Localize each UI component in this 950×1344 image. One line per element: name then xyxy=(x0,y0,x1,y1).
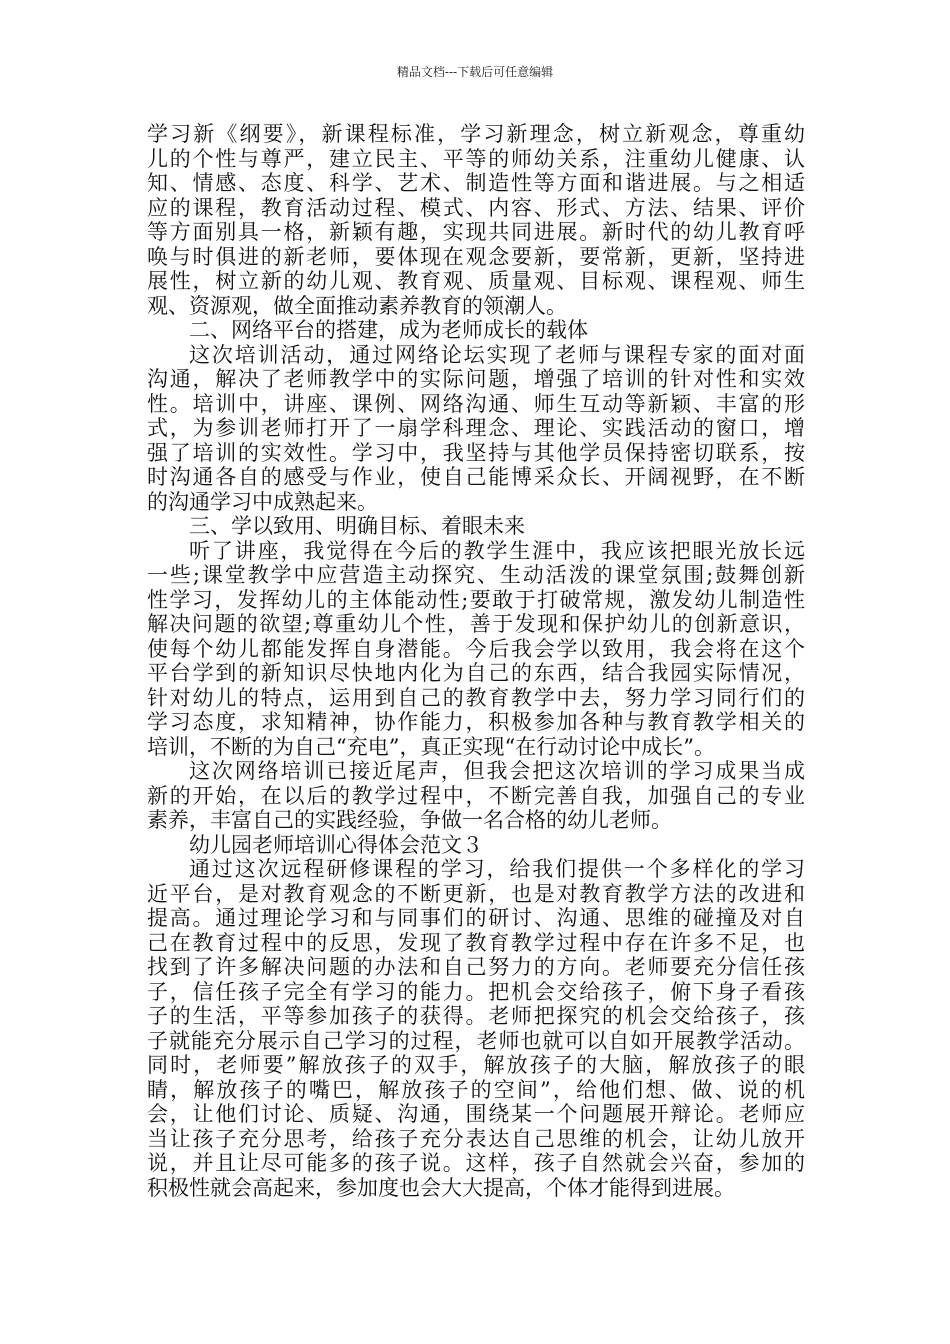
document-body xyxy=(147,122,805,1200)
section-heading xyxy=(147,514,805,539)
paragraph xyxy=(147,122,805,318)
text-line: 己在教育过程中的反思，发现了教育教学过程中存在许多不足，也 xyxy=(147,930,805,955)
text-line: 平台学到的新知识尽快地内化为自己的东西，结合我园实际情况， xyxy=(147,661,805,685)
text-line: 提高。通过理论学习和与同事们的研讨、沟通、思维的碰撞及对自 xyxy=(147,906,805,930)
paragraph xyxy=(147,857,805,1200)
text-line: 积极性就会高起来，参加度也会大大提高，个体才能得到进展。 xyxy=(147,1175,735,1200)
text-line: 解决问题的欲望;尊重幼儿个性，善于发现和保护幼儿的创新意识， xyxy=(147,612,805,636)
text-line: 性学习，发挥幼儿的主体能动性;要敢于打破常规，激发幼儿制造性 xyxy=(147,587,805,612)
text-line: 当让孩子充分思考，给孩子充分表达自己思维的机会，让幼儿放开 xyxy=(147,1126,805,1151)
text-line: 唤与时俱进的新老师，要体现在观念要新，要常新，更新，坚持进 xyxy=(147,244,805,269)
text-line: 子的生活，平等参加孩子的获得。老师把探究的机会交给孩子，孩 xyxy=(147,1004,805,1028)
text-line: 睛，解放孩子的嘴巴，解放孩子的空间”，给他们想、做、说的机 xyxy=(147,1077,805,1102)
text-line: 强了培训的实效性。学习中，我坚持与其他学员保持密切联系，按 xyxy=(147,440,805,465)
text-line: 学习新《纲要》，新课程标准，学习新理念，树立新观念，尊重幼 xyxy=(147,122,805,146)
text-line: 听了讲座，我觉得在今后的教学生涯中，我应该把眼光放长远 xyxy=(189,538,805,563)
text-line: 式，为参训老师打开了一扇学科理念、理论、实践活动的窗口，增 xyxy=(147,416,805,440)
text-line: 性。培训中，讲座、课例、网络沟通、师生互动等新颖、丰富的形 xyxy=(147,391,805,416)
text-line: 应的课程，教育活动过程、模式、内容、形式、方法、结果、评价 xyxy=(147,195,805,220)
text-line: 同时，老师要”解放孩子的双手，解放孩子的大脑，解放孩子的眼 xyxy=(147,1053,805,1077)
text-line: 的沟通学习中成熟起来。 xyxy=(147,489,378,514)
paragraph xyxy=(147,759,805,833)
text-line: 通过这次远程研修课程的学习，给我们提供一个多样化的学习 xyxy=(189,857,805,881)
paragraph xyxy=(147,343,805,515)
text-line: 针对幼儿的特点，运用到自己的教育教学中去，努力学习同行们的 xyxy=(147,685,805,710)
text-line: 展性，树立新的幼儿观、教育观、质量观、目标观、课程观、师生 xyxy=(147,269,805,293)
text-line: 知、情感、态度、科学、艺术、制造性等方面和谐进展。与之相适 xyxy=(147,171,805,195)
text-line: 子，信任孩子完全有学习的能力。把机会交给孩子，俯下身子看孩 xyxy=(147,979,805,1004)
text-line: 使每个幼儿都能发挥自身潜能。今后我会学以致用，我会将在这个 xyxy=(147,636,805,661)
text-line: 沟通，解决了老师教学中的实际问题，增强了培训的针对性和实效 xyxy=(147,367,805,391)
text-line: 这次培训活动，通过网络论坛实现了老师与课程专家的面对面 xyxy=(189,342,805,367)
text-line: 幼儿园老师培训心得体会范文３ xyxy=(189,832,483,857)
text-line: 素养，丰富自己的实践经验，争做一名合格的幼儿老师。 xyxy=(147,808,672,832)
text-line: 一些;课堂教学中应营造主动探究、生动活泼的课堂氛围;鼓舞创新 xyxy=(147,563,805,587)
text-line: 近平台，是对教育观念的不断更新，也是对教育教学方法的改进和 xyxy=(147,881,805,906)
text-line: 三、学以致用、明确目标、着眼未来 xyxy=(189,514,525,538)
section-heading xyxy=(147,318,805,343)
text-line: 儿的个性与尊严，建立民主、平等的师幼关系，注重幼儿健康、认 xyxy=(147,146,805,171)
text-line: 找到了许多解决问题的办法和自己努力的方向。老师要充分信任孩 xyxy=(147,955,805,979)
text-line: 新的开始，在以后的教学过程中，不断完善自我，加强自己的专业 xyxy=(147,783,805,808)
section-heading xyxy=(147,833,805,858)
text-line: 二、网络平台的搭建，成为老师成长的载体 xyxy=(189,318,588,342)
paragraph xyxy=(147,539,805,760)
text-line: 会，让他们讨论、质疑、沟通，围绕某一个问题展开辩论。老师应 xyxy=(147,1102,805,1126)
text-line: 学习态度，求知精神，协作能力，积极参加各种与教育教学相关的 xyxy=(147,710,805,734)
text-line: 等方面别具一格，新颖有趣，实现共同进展。新时代的幼儿教育呼 xyxy=(147,220,805,244)
text-line: 这次网络培训已接近尾声，但我会把这次培训的学习成果当成 xyxy=(189,759,805,783)
text-line: 培训，不断的为自己“充电”，真正实现“在行动讨论中成长”。 xyxy=(147,734,715,759)
text-line: 子就能充分展示自己学习的过程，老师也就可以自如开展教学活动。 xyxy=(147,1028,805,1053)
text-line: 观、资源观，做全面推动素养教育的领潮人。 xyxy=(147,293,567,318)
text-line: 说，并且让尽可能多的孩子说。这样，孩子自然就会兴奋，参加的 xyxy=(147,1151,805,1175)
page-header: 精品文档---下载后可任意编辑 xyxy=(396,65,554,79)
text-line: 时沟通各自的感受与作业，使自己能博采众长、开阔视野，在不断 xyxy=(147,465,805,489)
